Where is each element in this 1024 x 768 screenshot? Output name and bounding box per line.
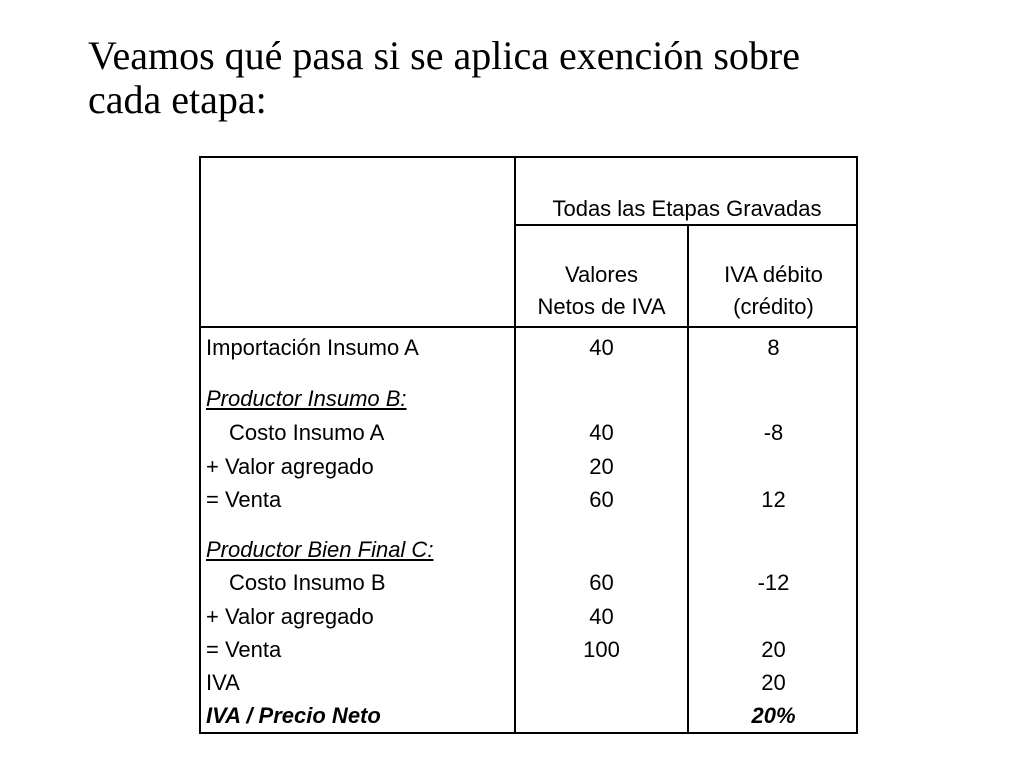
row-label-costo-insumo-b: Costo Insumo B: [229, 570, 386, 595]
slide-title-line-1: Veamos qué pasa si se aplica exención sobre: [88, 33, 800, 78]
header-divider: [201, 326, 856, 328]
row-iva-importacion: 8: [767, 335, 780, 360]
row-value-costo-insumo-b: 60: [589, 570, 614, 595]
group-header: Todas las Etapas Gravadas: [552, 196, 822, 221]
row-label-costo-insumo-a: Costo Insumo A: [229, 420, 385, 445]
row-iva-precio-neto: 20%: [751, 703, 796, 728]
row-label-venta-c: = Venta: [206, 637, 282, 662]
values-header-line-1: Valores: [565, 262, 638, 287]
row-label-venta-b: = Venta: [206, 487, 282, 512]
row-value-venta-b: 60: [589, 487, 614, 512]
row-iva-costo-insumo-a: -8: [763, 420, 784, 445]
values-header-line-2: Netos de IVA: [537, 294, 666, 319]
row-value-costo-insumo-a: 40: [589, 420, 614, 445]
row-value-importacion: 40: [589, 335, 614, 360]
row-label-iva-precio-neto: IVA / Precio Neto: [206, 703, 381, 728]
row-iva-total: 20: [761, 670, 786, 695]
row-value-valor-agregado-b: 20: [589, 454, 614, 479]
section-productor-bien-final-c: Productor Bien Final C:: [206, 537, 434, 562]
vat-table: [199, 156, 858, 734]
row-value-valor-agregado-c: 40: [589, 604, 614, 629]
row-label-valor-agregado-c: + Valor agregado: [206, 604, 374, 629]
row-iva-venta-b: 12: [761, 487, 786, 512]
row-label-valor-agregado-b: + Valor agregado: [206, 454, 374, 479]
section-productor-insumo-b: Productor Insumo B:: [206, 386, 407, 411]
row-value-venta-c: 100: [583, 637, 620, 662]
slide-title: [88, 34, 968, 122]
slide-title-line-2: cada etapa:: [88, 77, 267, 122]
iva-header-line-1: IVA débito: [724, 262, 823, 287]
row-iva-costo-insumo-b: -12: [757, 570, 790, 595]
row-label-importacion: Importación Insumo A: [206, 335, 419, 360]
row-label-iva: IVA: [206, 670, 240, 695]
iva-header-line-2: (crédito): [733, 294, 814, 319]
row-iva-venta-c: 20: [761, 637, 786, 662]
